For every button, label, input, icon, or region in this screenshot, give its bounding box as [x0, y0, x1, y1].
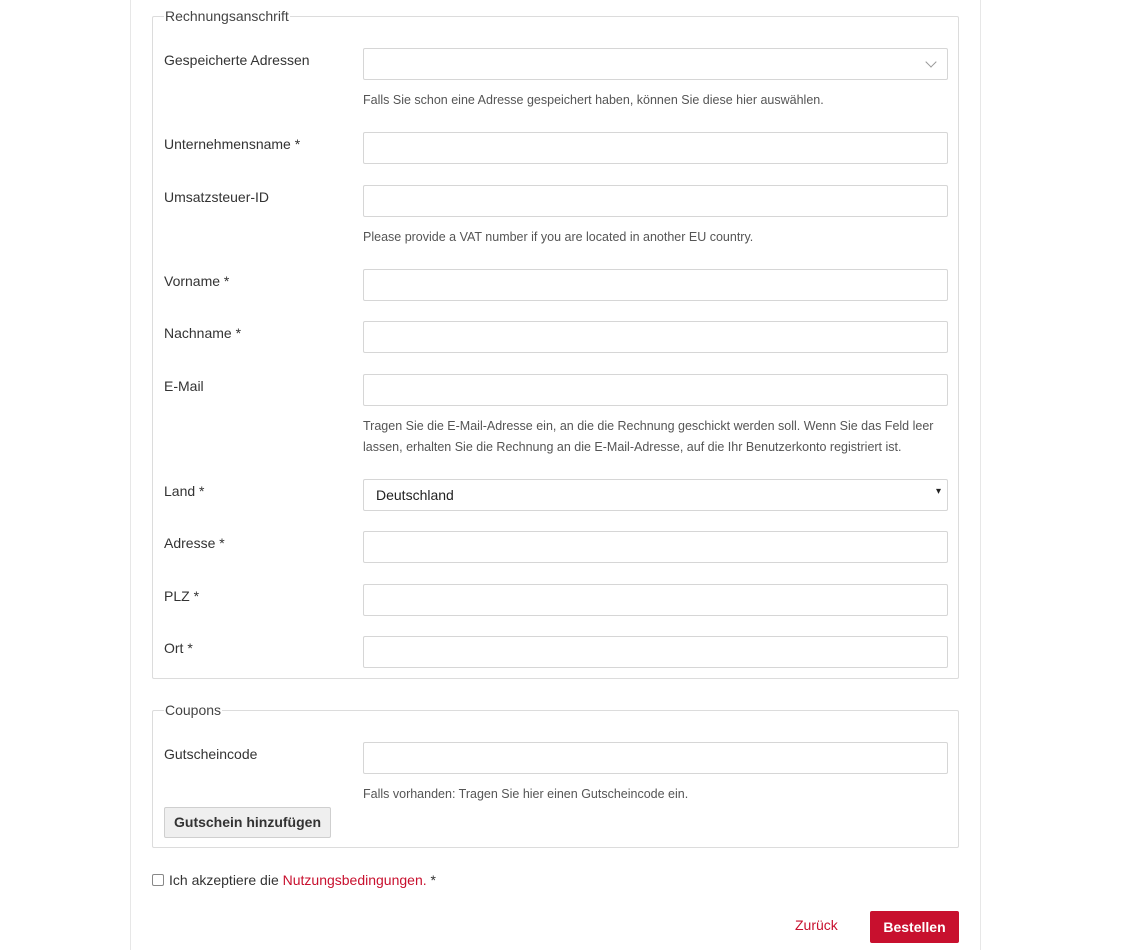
coupons-fieldset: [152, 702, 959, 848]
order-button[interactable]: Bestellen: [870, 911, 959, 943]
company-input[interactable]: [363, 132, 948, 164]
saved-addresses-label: Gespeicherte Adressen: [164, 52, 310, 68]
last-name-input[interactable]: [363, 321, 948, 353]
terms-row: [152, 871, 436, 889]
coupon-code-input[interactable]: [363, 742, 948, 774]
country-value: Deutschland: [376, 487, 454, 503]
vat-id-input[interactable]: [363, 185, 948, 217]
billing-legend: Rechnungsanschrift: [165, 8, 289, 24]
vat-id-help: Please provide a VAT number if you are located in another EU country.: [363, 230, 754, 244]
terms-required-mark: *: [430, 872, 436, 888]
terms-link[interactable]: Nutzungsbedingungen.: [282, 872, 427, 888]
caret-down-icon: ▾: [935, 486, 941, 497]
coupon-code-label: Gutscheincode: [164, 746, 258, 762]
first-name-label: Vorname *: [164, 273, 230, 289]
coupon-code-help: Falls vorhanden: Tragen Sie hier einen Gutscheincode ein.: [363, 787, 689, 801]
address-input[interactable]: [363, 531, 948, 563]
chevron-down-icon: [925, 56, 936, 67]
terms-checkbox[interactable]: [152, 874, 164, 886]
company-label: Unternehmensname *: [164, 136, 301, 152]
email-help: [363, 416, 948, 458]
zip-input[interactable]: [363, 584, 948, 616]
address-label: Adresse *: [164, 535, 225, 551]
add-coupon-button[interactable]: Gutschein hinzufügen: [164, 807, 331, 838]
email-help-line-2: lassen, erhalten Sie die Rechnung an die E-Mail-Adresse, auf die Ihr Benutzerkonto registriert ist.: [363, 440, 902, 454]
country-label: Land *: [164, 483, 205, 499]
saved-addresses-help: Falls Sie schon eine Adresse gespeichert haben, können Sie diese hier auswählen.: [363, 93, 824, 107]
coupons-legend: Coupons: [165, 702, 222, 718]
vat-id-label: Umsatzsteuer-ID: [164, 189, 270, 205]
billing-address-fieldset: [152, 8, 959, 679]
city-label: Ort *: [164, 640, 193, 656]
terms-prefix: Ich akzeptiere die: [169, 872, 279, 888]
zip-label: PLZ *: [164, 588, 200, 604]
email-input[interactable]: [363, 374, 948, 406]
back-link[interactable]: Zurück: [795, 917, 838, 933]
last-name-label: Nachname *: [164, 325, 242, 341]
email-label: E-Mail: [164, 378, 204, 394]
first-name-input[interactable]: [363, 269, 948, 301]
country-select[interactable]: [363, 479, 948, 511]
saved-addresses-select[interactable]: [363, 48, 948, 80]
city-input[interactable]: [363, 636, 948, 668]
email-help-line-1: Tragen Sie die E-Mail-Adresse ein, an die die Rechnung geschickt werden soll. Wenn Sie das Feld leer: [363, 419, 934, 433]
